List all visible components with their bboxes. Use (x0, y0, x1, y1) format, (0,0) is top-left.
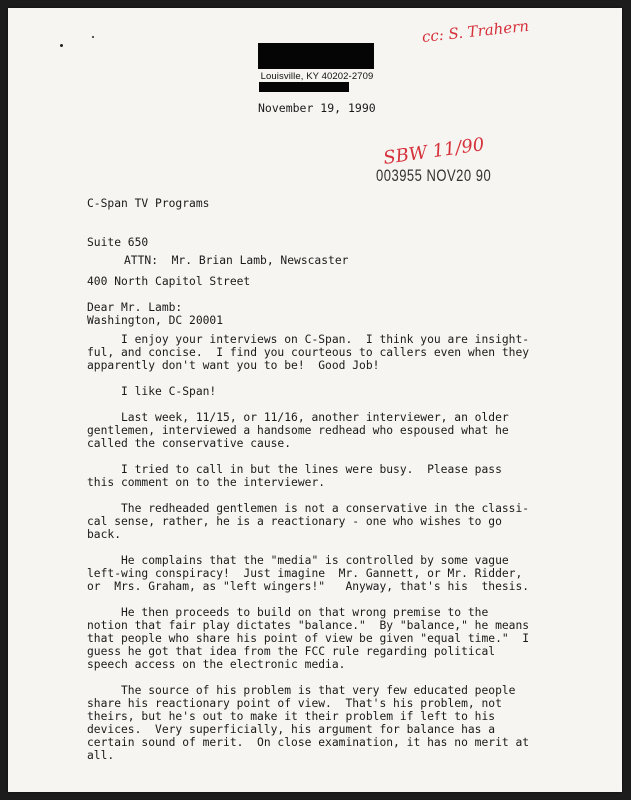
paragraph-gap (87, 541, 553, 554)
body-line: guess he got that idea from the FCC rule regarding political (87, 645, 496, 658)
paragraph-gap (87, 320, 553, 333)
redaction-bar-bottom (259, 82, 349, 92)
body-line: all. (87, 749, 115, 762)
body-line: cal sense, rather, he is a reactionary - one who wishes to go (87, 515, 502, 528)
letter-body (87, 320, 553, 762)
body-line: He then proceeds to build on that wrong premise to the (87, 606, 489, 619)
recipient-line: C-Span TV Programs (87, 197, 210, 210)
body-line: I enjoy your interviews on C-Span. I think you are insight- (87, 333, 530, 346)
paragraph-gap (87, 450, 553, 463)
body-paragraph (87, 684, 553, 762)
letterhead-address: Louisville, KY 40202-2709 (260, 71, 374, 82)
body-line: or Mrs. Graham, as "left wingers!" Anyway, that's his thesis. (87, 580, 530, 593)
body-line: devices. Very superficially, his argument for balance has a (87, 723, 496, 736)
paragraph-gap (87, 489, 553, 502)
body-line: called the conservative cause. (87, 437, 292, 450)
body-line: notion that fair play dictates "balance." By "balance," he means (87, 619, 530, 632)
body-line: gentlemen, interviewed a handsome redhead who espoused what he (87, 424, 509, 437)
body-line: The source of his problem is that very few educated people (87, 684, 516, 697)
recipient-line: Suite 650 (87, 236, 149, 249)
body-line: that people who share his point of view be given "equal time." I (87, 632, 530, 645)
letter-date: November 19, 1990 (258, 101, 376, 115)
letter-page (8, 8, 622, 792)
ink-dot (92, 36, 94, 38)
body-paragraph (87, 606, 553, 671)
recipient-line: 400 North Capitol Street (87, 275, 251, 288)
paragraph-gap (87, 372, 553, 385)
body-paragraph (87, 502, 553, 541)
body-line: left-wing conspiracy! Just imagine Mr. Gannett, or Mr. Ridder, (87, 567, 523, 580)
body-paragraph (87, 333, 553, 372)
body-paragraph (87, 554, 553, 593)
body-line: share his reactionary point of view. That's his problem, not (87, 697, 502, 710)
ink-dot (60, 44, 63, 47)
attention-line: ATTN: Mr. Brian Lamb, Newscaster (124, 254, 349, 267)
redaction-bar-top (258, 43, 374, 69)
body-line: theirs, but he's out to make it their problem if left to his (87, 710, 496, 723)
body-line: Last week, 11/15, or 11/16, another interviewer, an older (87, 411, 509, 424)
body-paragraph (87, 463, 553, 489)
body-line: The redheaded gentlemen is not a conservative in the classi- (87, 502, 530, 515)
body-line: I tried to call in but the lines were busy. Please pass (87, 463, 502, 476)
body-line: apparently don't want you to be! Good Job! (87, 359, 380, 372)
body-line: certain sound of merit. On close examination, it has no merit at (87, 736, 530, 749)
recipient-line: Washington, DC 20001 (87, 314, 224, 327)
body-paragraph (87, 411, 553, 450)
body-line: speech access on the electronic media. (87, 658, 346, 671)
handwritten-cc-note: cc: S. Trahern (421, 16, 530, 46)
paragraph-gap (87, 398, 553, 411)
received-stamp: 003955 NOV20 90 (376, 166, 492, 185)
salutation: Dear Mr. Lamb: (87, 301, 183, 314)
body-line: I like C-Span! (87, 385, 217, 398)
handwritten-stamp-note: SBW 11/90 (382, 134, 486, 169)
paragraph-gap (87, 593, 553, 606)
body-line: He complains that the "media" is controlled by some vague (87, 554, 509, 567)
body-paragraph (87, 385, 553, 398)
paragraph-gap (87, 671, 553, 684)
body-line: ful, and concise. I find you courteous to callers even when they (87, 346, 530, 359)
body-line: this comment on to the interviewer. (87, 476, 326, 489)
body-line: back. (87, 528, 122, 541)
